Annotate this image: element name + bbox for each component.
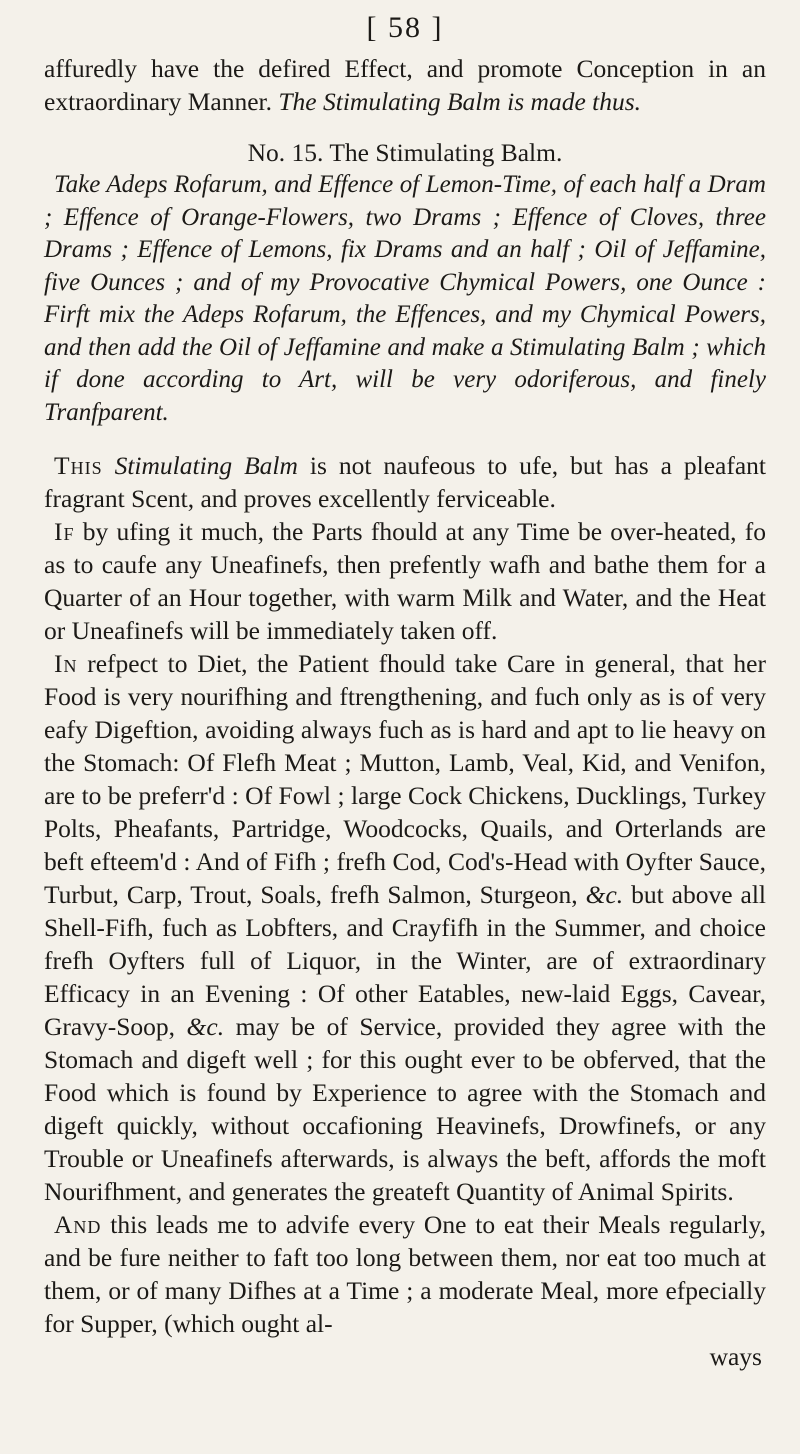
paragraph-diet bbox=[44, 647, 766, 1208]
paragraph-text: this leads me to advife every One to eat their Meals regularly, and be fure neither to faft too long between them, nor eat too much at them, or of many Difhes at a Time ; a moderate Meal, more efpecially for Supper, (which ought al- bbox=[44, 1210, 766, 1338]
paragraph-text: may be of Service, provided they agree with the Stomach and digeft well ; for this ought ever to be obferved, that the Food which is found by Experience to agree with the Stomach and digeft quickly, without occafioning Heavinefs, Drowfinefs, or any Trouble or Uneafinefs afterwards, is always the beft, affords the moft Nourifhment, and generates the greateft Quantity of Animal Spirits. bbox=[44, 1012, 766, 1206]
catchword: ways bbox=[709, 1342, 762, 1371]
recipe-title: No. 15. The Stimulating Balm. bbox=[247, 138, 563, 167]
paragraph-over-heated bbox=[44, 515, 766, 647]
paragraph-text: by ufing it much, the Parts fhould at any Time be over-heated, fo as to caufe any Uneafinefs, then prefently wafh and bathe them for a Quarter of an Hour together, with warm Milk and Water, and the Heat or Uneafinefs will be immediately taken off. bbox=[44, 517, 766, 645]
document-page bbox=[44, 10, 766, 1450]
etc-abbreviation: &c. bbox=[585, 880, 624, 909]
paragraph-lead-word: This bbox=[54, 451, 103, 480]
paragraph-text: but above all Shell-Fifh, fuch as Lobfters, and Crayfifh in the Summer, and choice frefh Oyfters full of Liquor, in the Winter, are of extraordinary Efficacy in an Evening : Of other Eatables, new-laid Eggs, Cavear, Gravy-Soop, bbox=[44, 880, 766, 1041]
intro-paragraph bbox=[44, 52, 766, 118]
paragraph-text: refpect to Diet, the Patient fhould take Care in general, that her Food is very nourifhing and ftrengthening, and fuch only as is of very eafy Digeftion, avoiding always fuch as is hard and apt to lie heavy on the Stomach: Of Flefh Meat ; Mutton, Lamb, Veal, Kid, and Venifon, are to be preferr'd : Of Fowl ; large Cock Chickens, Ducklings, Turkey Polts, Pheafants, Partridge, Woodcocks, Quails, and Orterlands are beft efteem'd : And of Fifh ; frefh Cod, Cod's-Head with Oyfter Sauce, Turbut, Carp, Trout, Soals, frefh Salmon, Sturgeon, bbox=[44, 649, 766, 909]
paragraph-lead-word: In bbox=[54, 649, 78, 678]
paragraph-text: is not naufeous to ufe, but has a pleafant fragrant Scent, and proves excellently ferviceable. bbox=[44, 451, 766, 513]
paragraph-lead-word: If bbox=[54, 517, 75, 546]
intro-text: affuredly have the defired Effect, and promote Conception in an extraordinary Manner. bbox=[44, 54, 766, 116]
intro-italic-tail: The Stimulating Balm is made thus. bbox=[278, 87, 642, 116]
paragraph-stimulating-balm bbox=[44, 449, 766, 515]
page-number: [ 58 ] bbox=[366, 11, 444, 44]
paragraph-lead-word: And bbox=[54, 1210, 102, 1239]
recipe-body: Take Adeps Rofarum, and Effence of Lemon-Time, of each half a Dram ; Effence of Orange-Flowers, two Drams ; Effence of Cloves, three Drams ; Effence of Lemons, fix Drams and an half ; Oil of Jeffamine, five Ounces ; and of my Provocative Chymical Powers, one Ounce : Firft mix the Adeps Rofarum, the Effences, and my Chymical Powers, and then add the Oil of Jeffamine and make a Stimulating Balm ; which if done according to Art, will be very odoriferous, and finely Tranfparent. bbox=[44, 171, 766, 426]
etc-abbreviation: &c. bbox=[186, 1012, 225, 1041]
paragraph-meals bbox=[44, 1208, 766, 1340]
paragraph-italic-phrase: Stimulating Balm bbox=[114, 451, 298, 480]
